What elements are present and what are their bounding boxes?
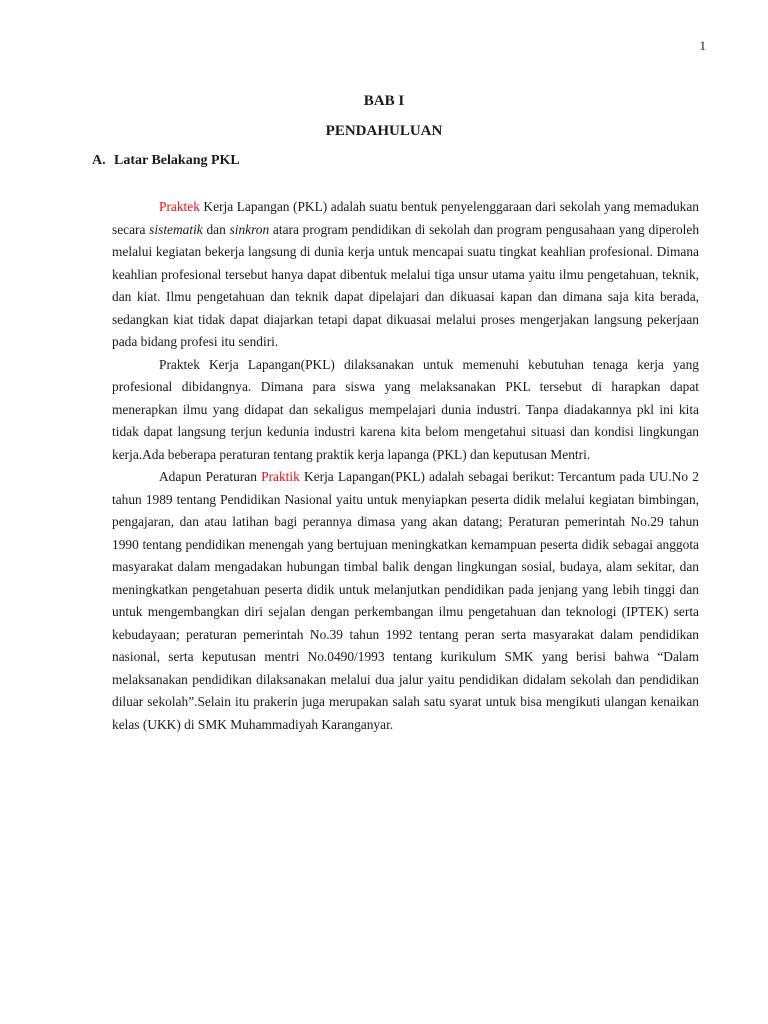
highlighted-word: Praktik [261, 469, 300, 484]
italic-word: sinkron [229, 221, 270, 237]
body-text [112, 196, 699, 736]
paragraph-text: Adapun Peraturan [159, 469, 262, 484]
chapter-heading: BAB I [363, 93, 405, 109]
section-marker: A. [92, 153, 106, 168]
italic-word: sistematik [149, 221, 203, 237]
paragraph-3 [112, 466, 699, 736]
chapter-title: PENDAHULUAN [325, 123, 443, 139]
highlighted-word: Praktek [159, 199, 200, 214]
paragraph-text: Kerja Lapangan(PKL) adalah sebagai berikut: Tercantum pada UU.No 2 tahun 1989 tentang Pendidikan Nasional yaitu untuk menyiapkan peserta didik melalui kegiatan bimbingan, pengajaran, dan atau latihan bagi perannya dimasa yang akan datang; Peraturan pemerintah No.29 tahun 1990 tentang pendidikan menengah yang bertujuan meningkatkan kemampuan peserta didik sebagai anggota masyarakat dalam mengadakan hubungan timbal balik dengan lingkungan sosial, budaya, alam sekitar, dan meningkatkan pengetahuan peserta didik untuk melanjutkan pendidikan pada jenjang yang lebih tinggi dan untuk mengembangkan diri sejalan dengan perkembangan ilmu pengetahuan dan teknologi (IPTEK) serta kebudayaan; peraturan pemerintah No.39 tahun 1992 tentang peran serta masyarakat dalam pendidikan nasional, serta keputusan mentri No.0490/1993 tentang kurikulum SMK yang berisi bahwa “Dalam melaksanakan pendidikan dilaksanakan melalui dua jalur yaitu pendidikan didalam sekolah dan pendidikan diluar sekolah”.Selain itu prakerin juga merupakan salah satu syarat untuk bisa mengikuti ulangan kenaikan kelas (UKK) di SMK Muhammadiyah Karanganyar. [112, 469, 699, 732]
paragraph-text: Kerja Lapangan (PKL) adalah suatu bentuk penyelenggaraan dari sekolah yang memadukan secara [112, 199, 699, 237]
page-number: 1 [699, 38, 706, 53]
paragraph-1 [112, 196, 699, 354]
section-heading [92, 153, 240, 169]
paragraph-text: atara program pendidikan di sekolah dan program pengusahaan yang diperoleh melalui kegiatan bekerja langsung di dunia kerja untuk mencapai suatu tingkat keahlian profesional. Dimana keahlian profesional tersebut hanya dapat dibentuk melalui tiga unsur utama yaitu ilmu pengetahuan, teknik, dan kiat. Ilmu pengetahuan dan teknik dapat dipelajari dan dikuasai kapan dan dimana saja kita berada, sedangkan kiat tidak dapat diajarkan tetapi dapat dikuasai melalui proses mengerjakan langsung pekerjaan pada bidang profesi itu sendiri. [112, 221, 700, 349]
paragraph-2: Praktek Kerja Lapangan(PKL) dilaksanakan untuk memenuhi kebutuhan tenaga kerja yang profesional dibidangnya. Dimana para siswa yang melaksanakan PKL tersebut di harapkan dapat menerapkan ilmu yang didapat dan sekaligus mempelajari dunia industri. Tanpa diadakannya pkl ini kita tidak dapat langsung terjun kedunia industri karena kita belom mengetahui situasi dan kondisi lingkungan kerja.Ada beberapa peraturan tentang praktik kerja lapanga (PKL) dan keputusan Mentri. [112, 356, 699, 462]
section-label: Latar Belakang PKL [114, 153, 240, 168]
paragraph-text: dan [202, 221, 230, 237]
